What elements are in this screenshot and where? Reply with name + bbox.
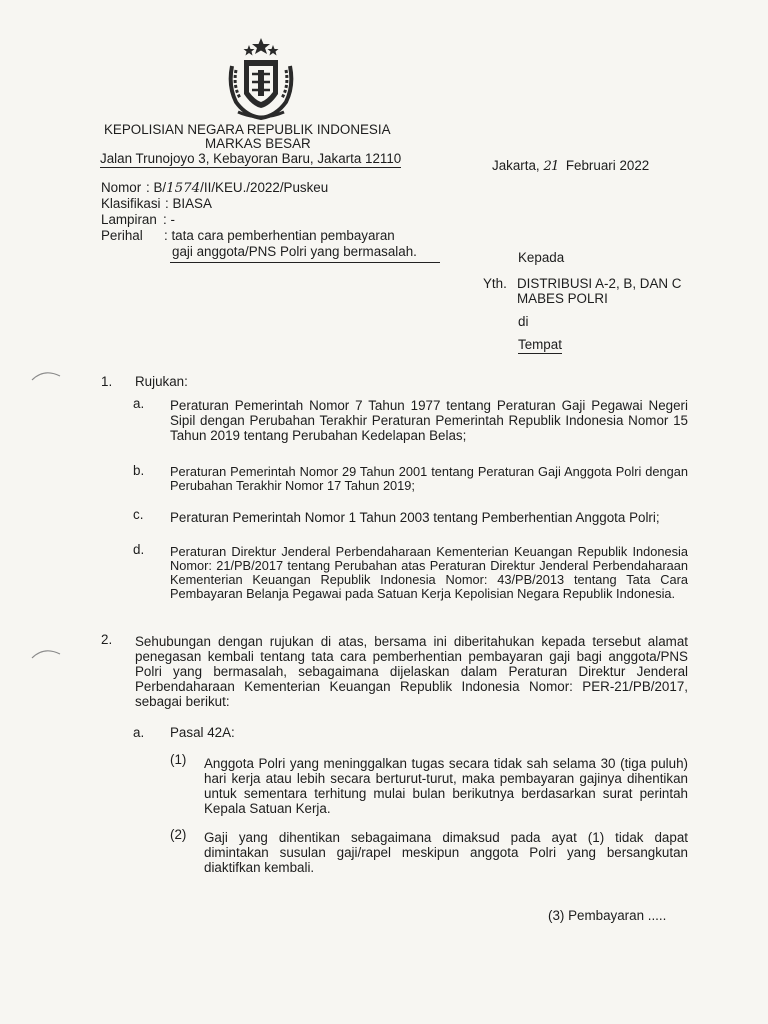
item-b-label: b.: [133, 463, 145, 478]
klasifikasi-label: Klasifikasi: [101, 196, 161, 211]
nomor-handwritten: 1574: [166, 181, 201, 196]
nomor-value: [146, 180, 328, 196]
nomor-prefix: : B/: [146, 180, 167, 195]
clause1-label: (1): [170, 752, 187, 767]
date-month-year: Februari 2022: [565, 158, 650, 173]
lampiran-value: : -: [163, 212, 175, 227]
org-address: Jalan Trunojoyo 3, Kebayoran Baru, Jakarta 12110: [100, 151, 402, 166]
item-c-label: c.: [133, 507, 144, 522]
perihal-label: Perihal: [101, 228, 143, 243]
pasal-label: a.: [133, 725, 145, 740]
recipient-di: di: [518, 314, 529, 329]
org-name: KEPOLISIAN NEGARA REPUBLIK INDONESIA: [104, 122, 391, 137]
nomor-suffix: /II/KEU./2022/Puskeu: [200, 180, 329, 195]
recipient-line1: DISTRIBUSI A-2, B, DAN C: [517, 276, 682, 291]
date-place: Jakarta,: [492, 158, 544, 173]
perihal-line2: gaji anggota/PNS Polri yang bermasalah.: [172, 244, 417, 259]
punch-hole-mark-icon: [30, 644, 64, 662]
letter-date: [492, 158, 649, 174]
clause1-text: Anggota Polri yang meninggalkan tugas secara tidak sah selama 30 (tiga puluh) hari kerja atau lebih secara berturut-turut, maka pembayaran gajinya dihentikan untuk sementara terhitung mulai bulan berikutnya berdasarkan surat perintah Kepala Satuan Kerja.: [204, 756, 688, 816]
item-c-text: Peraturan Pemerintah Nomor 1 Tahun 2003 tentang Pemberhentian Anggota Polri;: [170, 510, 660, 525]
clause2-text: Gaji yang dihentikan sebagaimana dimaksud pada ayat (1) tidak dapat dimintakan susulan gaji/rapel meskipun anggota Polri yang bersangkutan diaktifkan kembali.: [204, 830, 688, 875]
perihal-line1: : tata cara pemberhentian pembayaran: [164, 228, 395, 243]
klasifikasi-value: : BIASA: [165, 196, 212, 211]
recipient-tempat: Tempat: [518, 337, 562, 352]
item-a-text: Peraturan Pemerintah Nomor 7 Tahun 1977 tentang Peraturan Gaji Pegawai Negeri Sipil dengan Perubahan Terakhir Peraturan Pemerintah Republik Indonesia Nomor 15 Tahun 2019 tentang Perubahan Kedelapan Belas;: [170, 398, 688, 443]
clause2-label: (2): [170, 827, 187, 842]
section1-title: Rujukan:: [135, 374, 188, 389]
pasal-title: Pasal 42A:: [170, 725, 235, 740]
recipient-line2: MABES POLRI: [517, 291, 608, 306]
item-a-label: a.: [133, 396, 145, 411]
recipient-kepada: Kepada: [518, 250, 565, 265]
continuation-note: (3) Pembayaran .....: [548, 908, 667, 923]
nomor-label: Nomor: [101, 180, 142, 195]
item-d-text: Peraturan Direktur Jenderal Perbendaharaan Kementerian Keuangan Republik Indonesia Nomor: 21/PB/2017 tentang Perubahan atas Peraturan Direktur Jenderal Perbendaharaan Kementerian Keuangan Republik Indonesia Nomor: 43/PB/2013 tentang Tata Cara Pembayaran Belanja Pegawai pada Satuan Kerja Kepolisian Negara Republik Indonesia.: [170, 544, 688, 601]
lampiran-label: Lampiran: [101, 212, 157, 227]
org-subname: MARKAS BESAR: [205, 136, 311, 151]
section2-text: Sehubungan dengan rujukan di atas, bersama ini diberitahukan kepada tersebut alamat penegasan kembali tentang tata cara pemberhentian pembayaran gaji bagi anggota/PNS Polri yang bermasalah, sebagaimana dijelaskan dalam Peraturan Direktur Jenderal Perbendaharaan Kementerian Keuangan Republik Indonesia Nomor: PER-21/PB/2017, sebagai berikut:: [135, 634, 688, 709]
recipient-yth: Yth.: [483, 276, 507, 291]
date-day-handwritten: 21: [543, 159, 559, 174]
section2-number: 2.: [101, 632, 113, 647]
perihal-underline: [170, 262, 440, 263]
punch-hole-mark-icon: [30, 366, 64, 384]
item-b-text: Peraturan Pemerintah Nomor 29 Tahun 2001 tentang Peraturan Gaji Anggota Polri dengan Perubahan Terakhir Nomor 17 Tahun 2019;: [170, 464, 688, 493]
section1-number: 1.: [101, 374, 113, 389]
police-crest-icon: [222, 36, 300, 120]
item-d-label: d.: [133, 542, 145, 557]
